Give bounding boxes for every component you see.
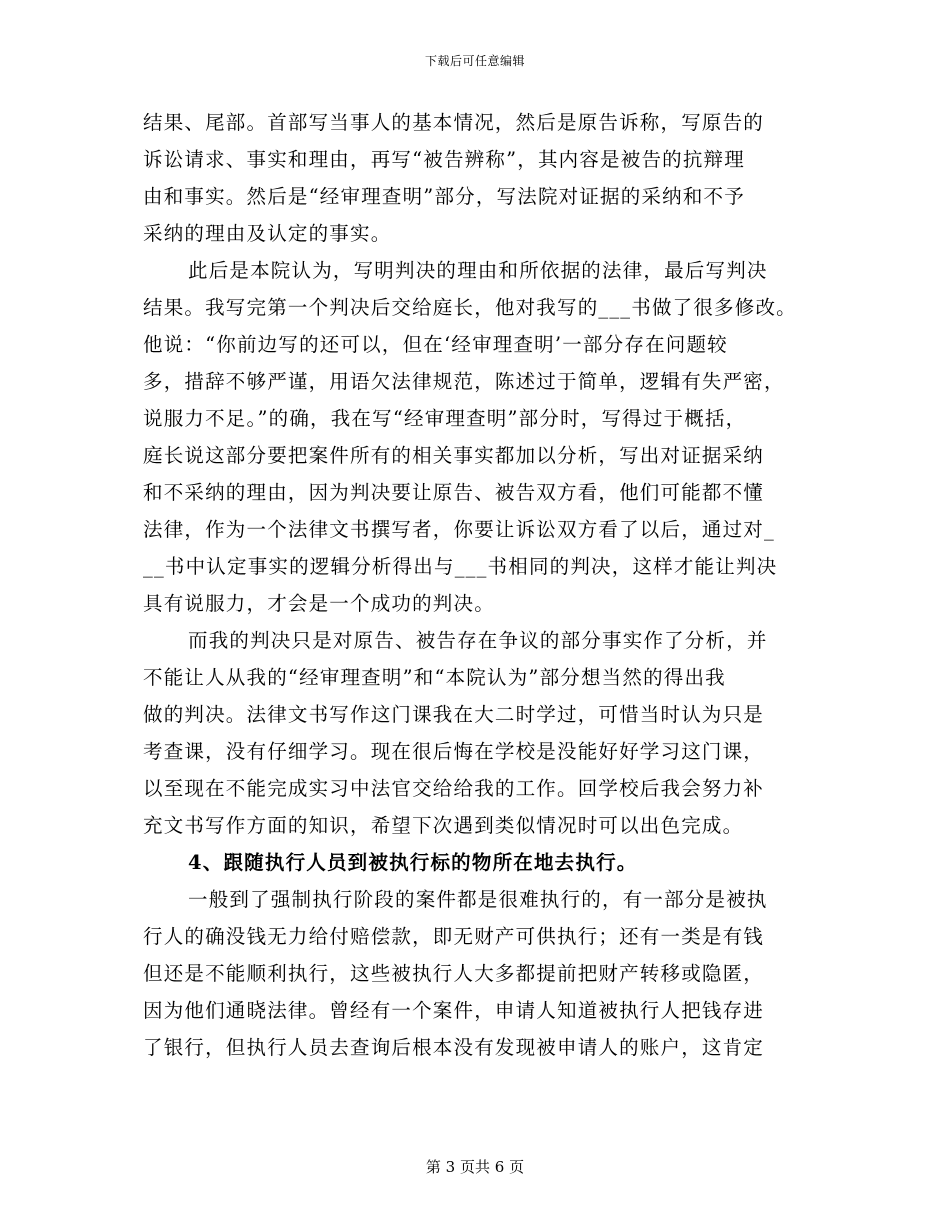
text-line: 行人的确没钱无力给付赔偿款，即无财产可供执行；还有一类是有钱 [143,925,765,948]
text-line: 做的判决。法律文书写作这门课我在大二时学过，可惜当时认为只是 [143,703,765,726]
text-line: __书中认定事实的逻辑分析得出与___书相同的判决，这样才能让判决 [143,555,778,578]
text-line: 而我的判决只是对原告、被告存在争议的部分事实作了分析，并 [188,629,768,652]
text-line: 一般到了强制执行阶段的案件都是很难执行的，有一部分是被执 [188,888,768,911]
text-line: 结果、尾部。首部写当事人的基本情况，然后是原告诉称，写原告的 [143,111,765,134]
text-line: 说服力不足。”的确，我在写“经审理查明”部分时，写得过于概括， [143,407,747,430]
text-line: 由和事实。然后是“经审理查明”部分，写法院对证据的采纳和不予 [143,185,745,208]
text-line: 庭长说这部分要把案件所有的相关事实都加以分析，写出对证据采纳 [143,444,765,467]
text-line: 法律，作为一个法律文书撰写者，你要让诉讼双方看了以后，通过对_ [143,518,775,541]
page-footer: 第 3 页共 6 页 [425,1158,525,1176]
text-line: 此后是本院认为，写明判决的理由和所依据的法律，最后写判决 [188,259,768,282]
text-line: 不能让人从我的“经审理查明”和“本院认为”部分想当然的得出我 [143,666,726,689]
document-body [143,104,823,1066]
text-line: 采纳的理由及认定的事实。 [143,222,392,245]
text-line: 具有说服力，才会是一个成功的判决。 [143,592,495,615]
text-line: 多，措辞不够严谨，用语欠法律规范，陈述过于简单，逻辑有失严密， [143,370,785,393]
text-line: 结果。我写完第一个判决后交给庭长，他对我写的___书做了很多修改。 [143,296,797,319]
text-line: 了银行，但执行人员去查询后根本没有发现被申请人的账户，这肯定 [143,1036,765,1059]
text-line: 诉讼请求、事实和理由，再写“被告辨称”，其内容是被告的抗辩理 [143,148,745,171]
text-line: 因为他们通晓法律。曾经有一个案件，申请人知道被执行人把钱存进 [143,999,765,1022]
section-heading: 4、跟随执行人员到被执行标的物所在地去执行。 [188,851,638,874]
text-line: 和不采纳的理由，因为判决要让原告、被告双方看，他们可能都不懂 [143,481,765,504]
text-line: 但还是不能顺利执行，这些被执行人大多都提前把财产转移或隐匿， [143,962,765,985]
text-line: 充文书写作方面的知识，希望下次遇到类似情况时可以出色完成。 [143,814,744,837]
text-line: 他说：“你前边写的还可以，但在‘经审理查明’一部分存在问题较 [143,333,728,356]
text-line: 考查课，没有仔细学习。现在很后悔在学校是没能好好学习这门课， [143,740,765,763]
text-line: 以至现在不能完成实习中法官交给给我的工作。回学校后我会努力补 [143,777,765,800]
page-header: 下载后可任意编辑 [424,54,525,68]
